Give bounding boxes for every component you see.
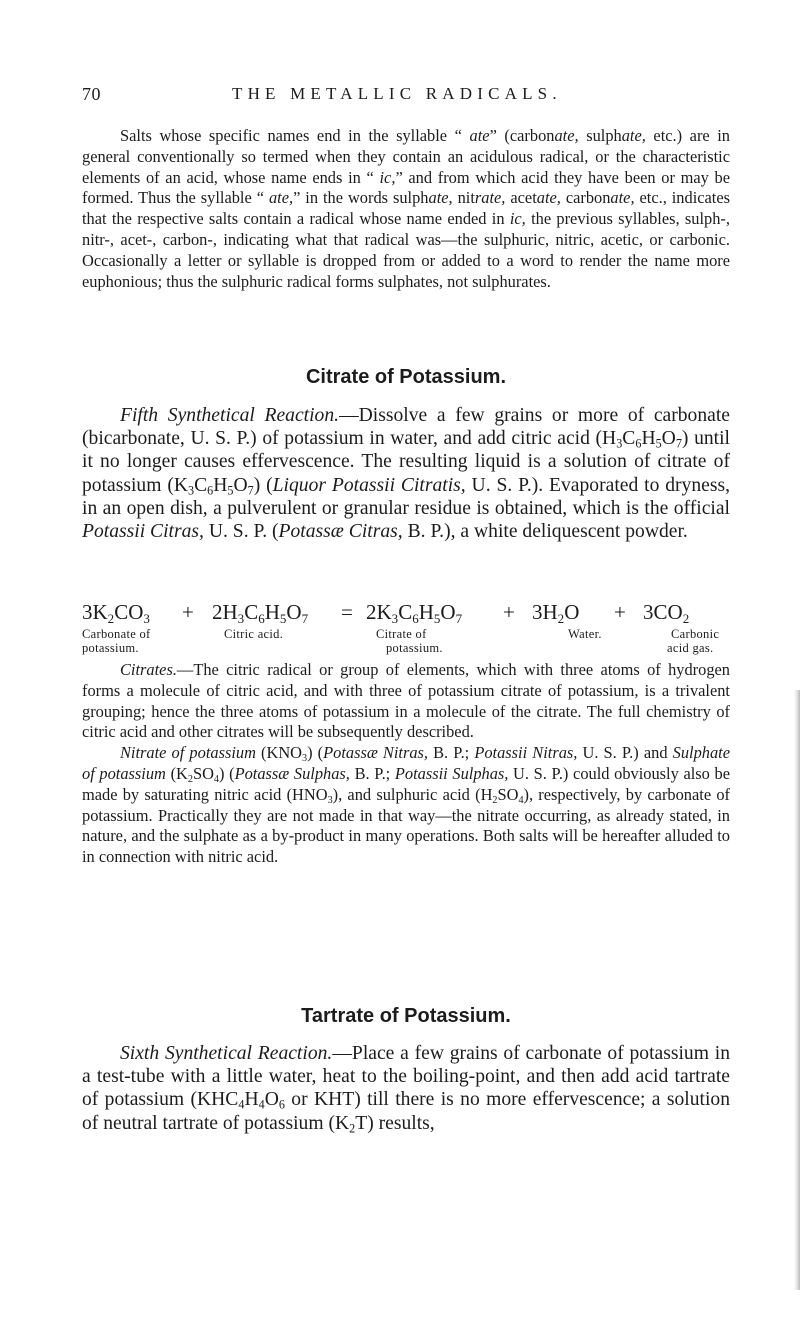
equation-operator: + <box>614 600 626 624</box>
equation-term: $2K_3C_6H_5O_7$ <box>366 600 463 626</box>
running-title: THE METALLIC RADICALS. <box>232 84 562 103</box>
equation-term: $2H_3C_6H_5O_7$ <box>212 600 309 626</box>
equation-term: $3H_2O$ <box>532 600 580 626</box>
page-header <box>82 84 740 112</box>
equation-operator: + <box>182 600 194 624</box>
label-water: Water. <box>568 627 602 641</box>
label-citrate: Citrate of <box>376 627 427 641</box>
intro-block <box>82 126 730 292</box>
page-number: 70 <box>82 84 101 104</box>
label-citrate-potassium: potassium. <box>386 641 443 655</box>
label-acid-gas: acid gas. <box>667 641 714 655</box>
tartrate-heading: Tartrate of Potassium. <box>301 1005 511 1027</box>
label-carbonate: Carbonate of <box>82 627 151 641</box>
equation-operator: + <box>503 600 515 624</box>
citrates-paragraph: Citrates.—The citric radical or group of elements, which with three atoms of hydrogen forms a molecule of citric acid, and with three of potassium citrate of potassium, is a trivalent grouping; hence the three atoms of potassium in a molecule of the citrate. The full chemistry of citric acid and other citrates will be subsequently described. <box>82 660 730 742</box>
citrate-reaction-block <box>82 404 730 543</box>
equation-term: $3K_2CO_3$ <box>82 600 150 626</box>
citrate-heading: Citrate of Potassium. <box>305 366 507 388</box>
equation-term: $3CO_2$ <box>643 600 690 626</box>
label-potassium: potassium. <box>82 641 139 655</box>
intro-paragraph: Salts whose specific names end in the syllable “ ate” (carbonate, sulphate, etc.) are in general conventionally so termed when they contain an acidulous radical, or the characteristic elements of an acid, whose name ends in “ ic,” and from which acid they have been or may be formed. Thus the syllable “ ate,” in the words sulphate, nitrate, acetate, carbonate, etc., indicates that the respective salts contain a radical whose name ended in ic, the previous syllables, sulph-, nitr-, acet-, carbon-, indicating what that radical was—the sulphuric, nitric, acetic, or carbonic. Occasionally a letter or syllable is dropped from or added to a word to render the name more euphonious; thus the sulphuric radical forms sulphates, not sulphurates. <box>82 126 731 291</box>
label-carbonic: Carbonic <box>671 627 720 641</box>
scan-page-edge <box>794 690 800 1290</box>
nitrate-paragraph: Nitrate of potassium $(KNO_3)$ (Potassæ Nitras, B. P.; Potassii Nitras, U. S. P.) and Sulphate of potassium $(K_2SO_4)$ (Potassæ Sulphas, B. P.; Potassii Sulphas, U. S. P.) could obviously also be made by saturating nitric acid $(HNO_3)$, and sulphuric acid $(H_2SO_4)$, respectively, by carbonate of potassium. Practically they are not made in that way—the nitrate occurring, as already stated, in nature, and the sulphate as a by-product in many operations. Both salts will be hereafter alluded to in connection with nitric acid. <box>82 743 730 867</box>
sixth-reaction-paragraph: Sixth Synthetical Reaction.—Place a few grains of carbonate of potassium in a test-tube with a little water, heat to the boiling-point, and then add acid tartrate of potassium ($KHC_4H_4O_6$ or KHT) till there is no more effervescence; a solution of neutral tartrate of potassium $(K_2T)$ results, <box>82 1043 730 1136</box>
equation-operator: = <box>341 600 353 624</box>
label-citric-acid: Citric acid. <box>224 627 284 641</box>
tartrate-reaction-block <box>82 1042 730 1135</box>
fifth-reaction-paragraph: Fifth Synthetical Reaction.—Dissolve a few grains or more of carbonate (bicarbonate, U. S. P.) of potassium in water, and add citric acid $(H_3C_6H_5O_7)$ until it no longer causes effervescence. The resulting liquid is a solution of citrate of potassium $(K_3C_6H_5O_7)$ (Liquor Potassii Citratis, U. S. P.). Evaporated to dryness, in an open dish, a pulverulent or granular residue is obtained, which is the official Potassii Citras, U. S. P. (Potassæ Citras, B. P.), a white deliquescent powder. <box>82 405 730 543</box>
citrates-block <box>82 660 730 868</box>
